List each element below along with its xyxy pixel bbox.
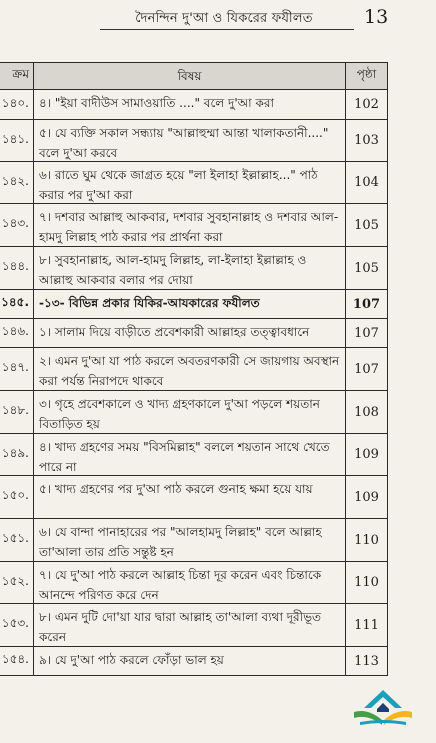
row-page: 110: [346, 519, 388, 561]
row-serial: ১৫০.: [0, 476, 34, 518]
row-page: 104: [346, 162, 388, 203]
row-page: 102: [346, 90, 388, 119]
row-subject: ৭। দশবার আল্লাহু আকবার, দশবার সুবহানাল্লাহ ও দশবার আল-হামদু লিল্লাহ পাঠ করার পর প্রার্থনা করা: [34, 204, 346, 246]
row-serial: ১৪৪.: [0, 247, 34, 289]
row-serial: ১৪২.: [0, 162, 34, 203]
header-page: পৃষ্ঠা: [346, 63, 388, 89]
table-row: [0, 319, 388, 348]
row-serial: ১৪৯.: [0, 434, 34, 475]
row-subject: ৭। যে দু'আ পাঠ করলে আল্লাহ চিন্তা দূর করেন এবং চিন্তাকে আনন্দে পরিণত করে দেন: [34, 562, 346, 603]
row-page: 108: [346, 391, 388, 433]
row-serial: ১৪৮.: [0, 391, 34, 433]
row-subject: ৪। খাদ্য গ্রহণের সময় "বিসমিল্লাহ" বললে শয়তান সাথে খেতে পারে না: [34, 434, 346, 475]
header-serial: ক্রম: [0, 63, 34, 89]
row-subject: ৫। খাদ্য গ্রহণের পর দু'আ পাঠ করলে গুনাহ ক্ষমা হয়ে যায়: [34, 476, 346, 518]
row-serial: ১৪৭.: [0, 348, 34, 390]
table-row: [0, 434, 388, 476]
row-page: 105: [346, 247, 388, 289]
row-page: 109: [346, 434, 388, 475]
row-page: 111: [346, 604, 388, 646]
table-header: [0, 62, 388, 90]
row-page: 105: [346, 204, 388, 246]
header-subject: বিষয়: [34, 63, 346, 89]
row-page: 107: [346, 319, 388, 347]
table-row: [0, 120, 388, 162]
row-subject: ৬। যে বান্দা পানাহারের পর "আলহামদু লিল্লাহ" বলে আল্লাহ তা'আলা তার প্রতি সন্তুষ্ট হন: [34, 519, 346, 561]
row-serial: ১৪৩.: [0, 204, 34, 246]
row-subject: ৮। এমন দুটি দো'য়া যার দ্বারা আল্লাহ তা'আলা ব্যথা দূরীভূত করেন: [34, 604, 346, 646]
row-page: 110: [346, 562, 388, 603]
row-subject: ৯। যে দু'আ পাঠ করলে ফোঁড়া ভাল হয়: [34, 647, 346, 675]
table-row: [0, 519, 388, 562]
row-subject: ১। সালাম দিয়ে বাড়ীতে প্রবেশকারী আল্লাহর তত্ত্বাবধানে: [34, 319, 346, 347]
header-underline: [100, 29, 354, 30]
row-page: 109: [346, 476, 388, 518]
row-serial: ১৪০.: [0, 90, 34, 119]
row-serial: ১৪১.: [0, 120, 34, 161]
row-subject: ৮। সুবহানাল্লাহ, আল-হামদু লিল্লাহ, লা-ইলাহা ইল্লাল্লাহ ও আল্লাহু আকবার বলার পর দোয়া: [34, 247, 346, 289]
table-row: [0, 247, 388, 290]
table-row: [0, 204, 388, 247]
row-serial: ১৪৬.: [0, 319, 34, 347]
row-page: 113: [346, 647, 388, 675]
row-page: 103: [346, 120, 388, 161]
row-page: 107: [346, 290, 388, 318]
row-serial: ১৫২.: [0, 562, 34, 603]
row-serial: ১৫৪.: [0, 647, 34, 675]
row-serial: ১৫১.: [0, 519, 34, 561]
logo-base: [360, 720, 406, 725]
table-row: [0, 476, 388, 519]
logo-inner-shape: [377, 703, 389, 712]
table-row: [0, 90, 388, 120]
section-heading-row: [0, 290, 388, 319]
table-row: [0, 604, 388, 647]
table-row: [0, 162, 388, 204]
row-subject: ৪। "ইয়া বাদীউস সামাওয়াতি ...." বলে দু'আ করা: [34, 90, 346, 119]
row-serial: ১৪৫.: [0, 290, 34, 318]
row-subject: ২। এমন দু'আ যা পাঠ করলে অবতরণকারী সে জায়গায় অবস্থান করা পর্যন্ত নিরাপদে থাকবে: [34, 348, 346, 390]
book-title: দৈনন্দিন দু'আ ও যিকরের ফযীলত: [135, 11, 313, 26]
contents-table: [0, 62, 388, 676]
row-subject: ৩। গৃহে প্রবেশকালে ও খাদ্য গ্রহণকালে দু'আ পড়লে শয়তান বিতাড়িত হয়: [34, 391, 346, 433]
page-number: 13: [364, 6, 389, 28]
row-subject: ৫। যে ব্যক্তি সকাল সন্ধ্যায় "আল্লাহুম্মা আন্তা খালাকতানী...." বলে দু'আ করবে: [34, 120, 346, 161]
row-serial: ১৫৩.: [0, 604, 34, 646]
running-header: [0, 0, 436, 36]
row-page: 107: [346, 348, 388, 390]
row-subject: ৬। রাতে ঘুম থেকে জাগ্রত হয়ে "লা ইলাহা ইল্লাল্লাহ..." পাঠ করার পর দু'আ করা: [34, 162, 346, 203]
table-row: [0, 348, 388, 391]
table-row: [0, 647, 388, 676]
table-row: [0, 562, 388, 604]
table-row: [0, 391, 388, 434]
publisher-logo-icon: [350, 688, 416, 734]
row-subject: -১৩- বিভিন্ন প্রকার যিকির-আযকারের ফযীলত: [34, 290, 346, 318]
